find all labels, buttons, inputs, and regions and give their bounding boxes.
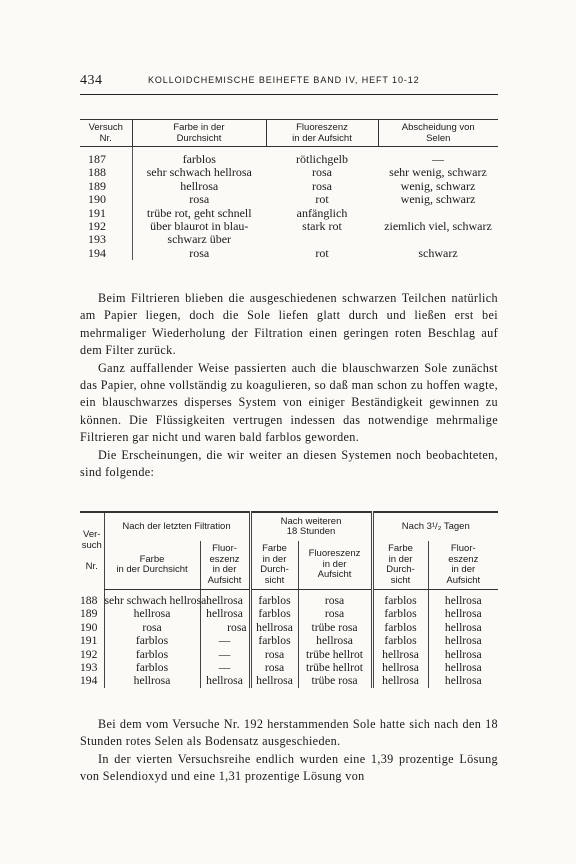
cell-abscheidung <box>378 207 498 220</box>
cell-fluoreszenz: hellrosa <box>428 661 498 674</box>
col-header-fluoreszenz: Fluoreszenz in der Aufsicht <box>266 120 378 147</box>
cell-fluoreszenz: hellrosa <box>428 634 498 647</box>
cell-nr: 193 <box>88 232 106 247</box>
table-row <box>80 180 498 193</box>
cell-farbe: hellrosa <box>250 674 298 687</box>
cell-nr: 188 <box>80 593 98 607</box>
cell-fluoreszenz: rot <box>315 245 329 260</box>
cell-farbe: hellrosa <box>372 648 428 661</box>
group-header-3-5-days: Nach 3¹/₂ Tagen <box>372 512 498 541</box>
cell-nr: 194 <box>88 245 106 260</box>
cell-nr: 190 <box>88 192 106 207</box>
cell-nr: 193 <box>80 661 98 675</box>
cell-abscheidung: sehr wenig, schwarz <box>389 165 487 180</box>
body-text-2 <box>80 716 498 786</box>
col-header-farbe-b: Farbe in der Durch- sicht <box>250 541 298 590</box>
paragraph: Die Erscheinungen, die wir weiter an diesen Systemen noch beobachteten, sind folgende: <box>80 447 498 480</box>
header-rule <box>80 94 498 95</box>
col-header-abscheidung: Abscheidung von Selen <box>378 120 498 147</box>
cell-farbe: farblos <box>372 621 428 634</box>
cell-farbe: hellrosa <box>250 621 298 634</box>
cell-fluoreszenz: trübe rosa <box>298 674 372 687</box>
table-row <box>80 590 498 608</box>
cell-fluoreszenz: hellrosa <box>428 590 498 608</box>
table-row <box>80 621 498 634</box>
cell-fluoreszenz: hellrosa <box>428 607 498 620</box>
cell-nr: 192 <box>80 647 98 661</box>
cell-nr: 194 <box>80 674 98 688</box>
body-text-1 <box>80 290 498 481</box>
results-table-1 <box>80 119 498 260</box>
table-row <box>80 207 498 220</box>
cell-farbe: hellrosa <box>372 674 428 687</box>
cell-farbe: farblos <box>104 661 200 674</box>
cell-farbe: rosa <box>132 247 266 260</box>
cell-farbe: farblos <box>372 607 428 620</box>
running-title: KOLLOIDCHEMISCHE BEIHEFTE BAND IV, HEFT 10-12 <box>148 75 420 85</box>
table2-group-header-row <box>80 512 498 541</box>
cell-fluoreszenz: trübe hellrot <box>298 648 372 661</box>
cell-fluoreszenz: rosa <box>298 607 372 620</box>
cell-farbe: rosa <box>132 193 266 206</box>
cell-fluoreszenz: hellrosa <box>200 607 250 620</box>
table-row <box>80 648 498 661</box>
cell-nr: 191 <box>88 205 106 220</box>
table-row <box>80 220 498 233</box>
table2-subheader-row <box>80 541 498 590</box>
cell-abscheidung: ziemlich viel, schwarz <box>384 219 492 234</box>
cell-fluoreszenz: — <box>200 648 250 661</box>
cell-farbe: rosa <box>250 648 298 661</box>
table-row <box>80 147 498 167</box>
cell-abscheidung <box>378 233 498 246</box>
paragraph: Beim Filtrieren blieben die ausgeschiedenen schwarzen Teilchen natürlich am Papier liegen, doch die Sole liefen glatt durch und ließen erst bei mehrmaliger Wiederholung der Filtration einen geringen roten Beschlag auf dem Filter zurück. <box>80 291 498 358</box>
cell-fluoreszenz: hellrosa <box>200 590 250 608</box>
table-row <box>80 607 498 620</box>
cell-farbe: hellrosa <box>132 180 266 193</box>
cell-fluoreszenz <box>266 233 378 246</box>
cell-farbe: sehr schwach hellrosa <box>104 590 200 608</box>
cell-nr: 188 <box>88 165 106 180</box>
cell-fluoreszenz: — <box>200 661 250 674</box>
cell-farbe: hellrosa <box>104 674 200 687</box>
col-header-farbe: Farbe in der Durchsicht <box>132 120 266 147</box>
col-header-fluoreszenz-b: Fluoreszenz in der Aufsicht <box>298 541 372 590</box>
cell-nr: 191 <box>80 634 98 648</box>
cell-fluoreszenz: hellrosa <box>428 648 498 661</box>
cell-farbe: farblos <box>250 634 298 647</box>
cell-abscheidung: — <box>432 152 444 166</box>
col-header-fluoreszenz-a: Fluor- eszenz in der Aufsicht <box>200 541 250 590</box>
cell-fluoreszenz: trübe rosa <box>298 621 372 634</box>
cell-nr: 189 <box>80 607 98 621</box>
table-row <box>80 193 498 206</box>
cell-nr: 190 <box>80 620 98 634</box>
cell-farbe: trübe rot, geht schnell <box>132 207 266 220</box>
cell-fluoreszenz: stark rot <box>302 219 342 234</box>
cell-fluoreszenz: hellrosa <box>200 674 250 687</box>
group-header-18-hours: Nach weiteren 18 Stunden <box>250 512 372 541</box>
paragraph: Ganz auffallender Weise passierten auch die blauschwarzen Sole zunächst das Papier, ohne vollständig zu koagulieren, so daß man schon zu hoffen wagte, ein blauschwarzes disperses System von einiger Beständigkeit gewinnen zu können. Die Flüssigkeiten vertrugen indessen das notwendige mehrmalige Filtrieren gar nicht und waren bald farblos geworden. <box>80 360 498 445</box>
cell-farbe: hellrosa <box>104 607 200 620</box>
cell-farbe: farblos <box>250 607 298 620</box>
table-row <box>80 661 498 674</box>
cell-farbe: schwarz über <box>132 233 266 246</box>
table-row <box>80 247 498 260</box>
cell-fluoreszenz: anfänglich <box>296 205 348 220</box>
cell-fluoreszenz: rosa <box>312 165 332 180</box>
cell-farbe: farblos <box>104 648 200 661</box>
col-header-versuch: Ver- such Nr. <box>80 512 104 590</box>
results-table-2 <box>80 511 498 688</box>
cell-fluoreszenz: rosa <box>312 178 332 193</box>
table1-header-row <box>80 120 498 147</box>
cell-fluoreszenz: rosa <box>298 590 372 608</box>
cell-farbe: rosa <box>104 621 200 634</box>
table-row <box>80 634 498 647</box>
cell-fluoreszenz: hellrosa <box>428 674 498 687</box>
cell-farbe: sehr schwach hellrosa <box>132 166 266 179</box>
cell-abscheidung: wenig, schwarz <box>400 192 476 207</box>
cell-farbe: hellrosa <box>372 661 428 674</box>
col-header-versuch: Versuch Nr. <box>80 120 132 147</box>
col-header-farbe-c: Farbe in der Durch- sicht <box>372 541 428 590</box>
table-row <box>80 166 498 179</box>
col-header-fluoreszenz-c: Fluor- eszenz in der Aufsicht <box>428 541 498 590</box>
cell-farbe: über blaurot in blau- <box>132 220 266 233</box>
cell-farbe: farblos <box>372 634 428 647</box>
cell-fluoreszenz: hellrosa <box>298 634 372 647</box>
cell-nr: 189 <box>88 178 106 193</box>
cell-fluoreszenz: rot <box>315 192 329 207</box>
group-header-last-filtration: Nach der letzten Filtration <box>104 512 250 541</box>
cell-abscheidung: wenig, schwarz <box>400 178 476 193</box>
cell-nr: 187 <box>88 152 106 166</box>
cell-farbe: farblos <box>372 590 428 608</box>
cell-nr: 192 <box>88 219 106 234</box>
paragraph: Bei dem vom Versuche Nr. 192 herstammenden Sole hatte sich nach den 18 Stunden rotes Selen als Bodensatz ausgeschieden. <box>80 717 498 749</box>
cell-farbe: rosa <box>250 661 298 674</box>
cell-fluoreszenz: trübe hellrot <box>298 661 372 674</box>
cell-fluoreszenz: rosa <box>200 621 250 634</box>
cell-farbe: farblos <box>132 147 266 167</box>
page-number: 434 <box>80 73 103 88</box>
cell-fluoreszenz: — <box>200 634 250 647</box>
col-header-farbe: Farbe in der Durchsicht <box>104 541 200 590</box>
cell-abscheidung: schwarz <box>418 245 458 260</box>
table-row <box>80 674 498 687</box>
cell-farbe: farblos <box>104 634 200 647</box>
cell-fluoreszenz: hellrosa <box>428 621 498 634</box>
cell-farbe: farblos <box>250 590 298 608</box>
paragraph: In der vierten Versuchsreihe endlich wurden eine 1,39 prozentige Lösung von Selendioxyd und eine 1,31 prozentige Lösung von <box>80 751 498 784</box>
cell-fluoreszenz: rötlichgelb <box>296 152 348 166</box>
table-row <box>80 233 498 246</box>
